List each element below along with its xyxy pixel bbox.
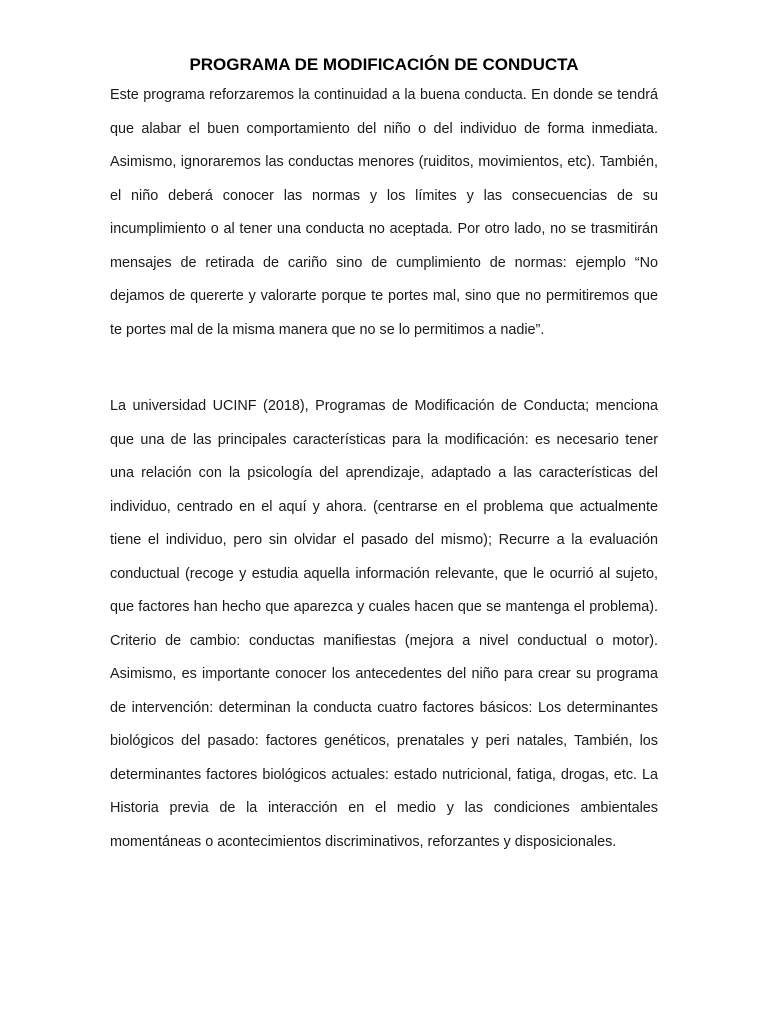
paragraph-intro: Este programa reforzaremos la continuidad a la buena conducta. En donde se tendrá que alabar el buen comportamiento del niño o del individuo de forma inmediata. Asimismo, ignoraremos las conductas menores (ruiditos, movimientos, etc). También, el niño deberá conocer las normas y los límites y las consecuencias de su incumplimiento o al tener una conducta no aceptada. Por otro lado, no se trasmitirán mensajes de retirada de cariño sino de cumplimiento de normas: ejemplo “No dejamos de quererte y valorarte porque te portes mal, sino que no permitiremos que te portes mal de la misma manera que no se lo permitimos a nadie”. bbox=[110, 87, 658, 338]
paragraph-ucinf: La universidad UCINF (2018), Programas de Modificación de Conducta; menciona que una de las principales características para la modificación: es necesario tener una relación con la psicología del aprendizaje, adaptado a las características del individuo, centrado en el aquí y ahora. (centrarse en el problema que actualmente tiene el individuo, pero sin olvidar el pasado del mismo); Recurre a la evaluación conductual (recoge y estudia aquella información relevante, que le ocurrió al sujeto, que factores han hecho que aparezca y cuales hacen que se mantenga el problema). Criterio de cambio: conductas manifiestas (mejora a nivel conductual o motor). Asimismo, es importante conocer los antecedentes del niño para crear su programa de intervención: determinan la conducta cuatro factores básicos: Los determinantes biológicos del pasado: factores genéticos, prenatales y peri natales, También, los determinantes factores biológicos actuales: estado nutricional, fatiga, drogas, etc. La Historia previa de la interacción en el medio y las condiciones ambientales momentáneas o acontecimientos discriminativos, reforzantes y disposicionales. bbox=[110, 398, 658, 850]
document-title: PROGRAMA DE MODIFICACIÓN DE CONDUCTA bbox=[189, 55, 579, 74]
